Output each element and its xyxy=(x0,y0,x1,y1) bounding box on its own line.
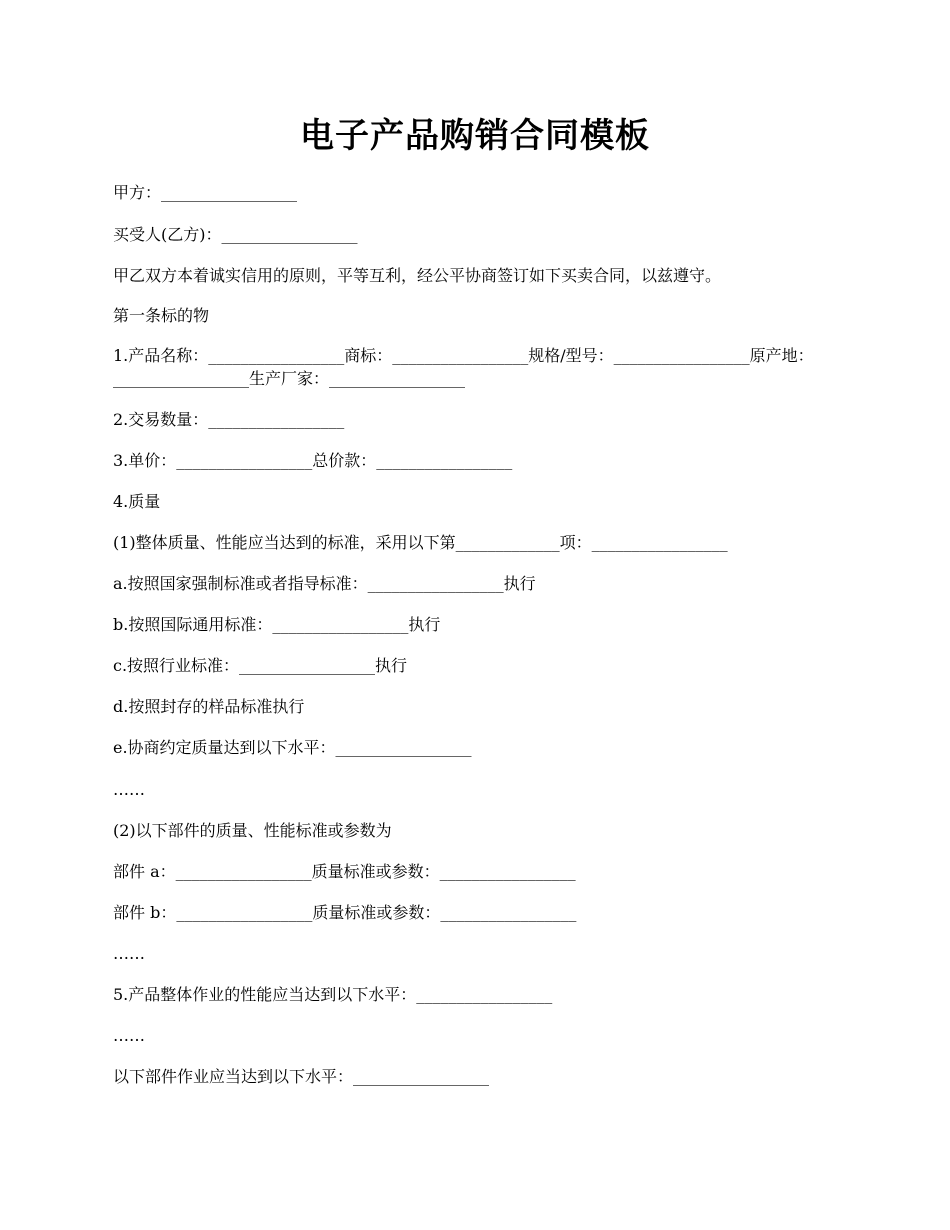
parts-quality-heading: (2)以下部件的质量、性能标准或参数为 xyxy=(113,821,392,840)
quality-option-b: b.按照国际通用标准：_________________执行 xyxy=(113,615,441,634)
quality-option-e: e.协商约定质量达到以下水平：_________________ xyxy=(113,738,472,757)
overall-performance-line: 5.产品整体作业的性能应当达到以下水平：_________________ xyxy=(113,985,553,1004)
part-a-line: 部件 a：_________________质量标准或参数：_________________ xyxy=(113,862,576,881)
parts-performance-line: 以下部件作业应当达到以下水平：_________________ xyxy=(113,1067,490,1086)
document-title: 电子产品购销合同模板 xyxy=(300,116,650,156)
part-b-line: 部件 b：_________________质量标准或参数：_________________ xyxy=(113,903,577,922)
ellipsis-2: …… xyxy=(113,944,145,963)
quality-heading: 4.质量 xyxy=(113,492,161,511)
ellipsis-3: …… xyxy=(113,1026,145,1045)
quantity-line: 2.交易数量：_________________ xyxy=(113,410,345,429)
party-a-line: 甲方：_________________ xyxy=(113,183,298,202)
quality-standard-line: (1)整体质量、性能应当达到的标准，采用以下第_____________项：_________________ xyxy=(113,533,728,552)
party-b-line: 买受人(乙方)：_________________ xyxy=(113,225,358,244)
quality-option-c: c.按照行业标准：_________________执行 xyxy=(113,656,408,675)
article-one-heading: 第一条标的物 xyxy=(113,306,210,325)
product-info-line: 1.产品名称：_________________商标：_________________规格/型号：_________________原产地：_________________生产厂家：_________________ xyxy=(113,346,814,388)
price-line: 3.单价：_________________总价款：_________________ xyxy=(113,451,513,470)
ellipsis-1: …… xyxy=(113,780,145,799)
quality-option-d: d.按照封存的样品标准执行 xyxy=(113,697,305,716)
quality-option-a: a.按照国家强制标准或者指导标准：_________________执行 xyxy=(113,574,536,593)
preamble-paragraph: 甲乙双方本着诚实信用的原则，平等互利，经公平协商签订如下买卖合同，以兹遵守。 xyxy=(113,266,722,285)
